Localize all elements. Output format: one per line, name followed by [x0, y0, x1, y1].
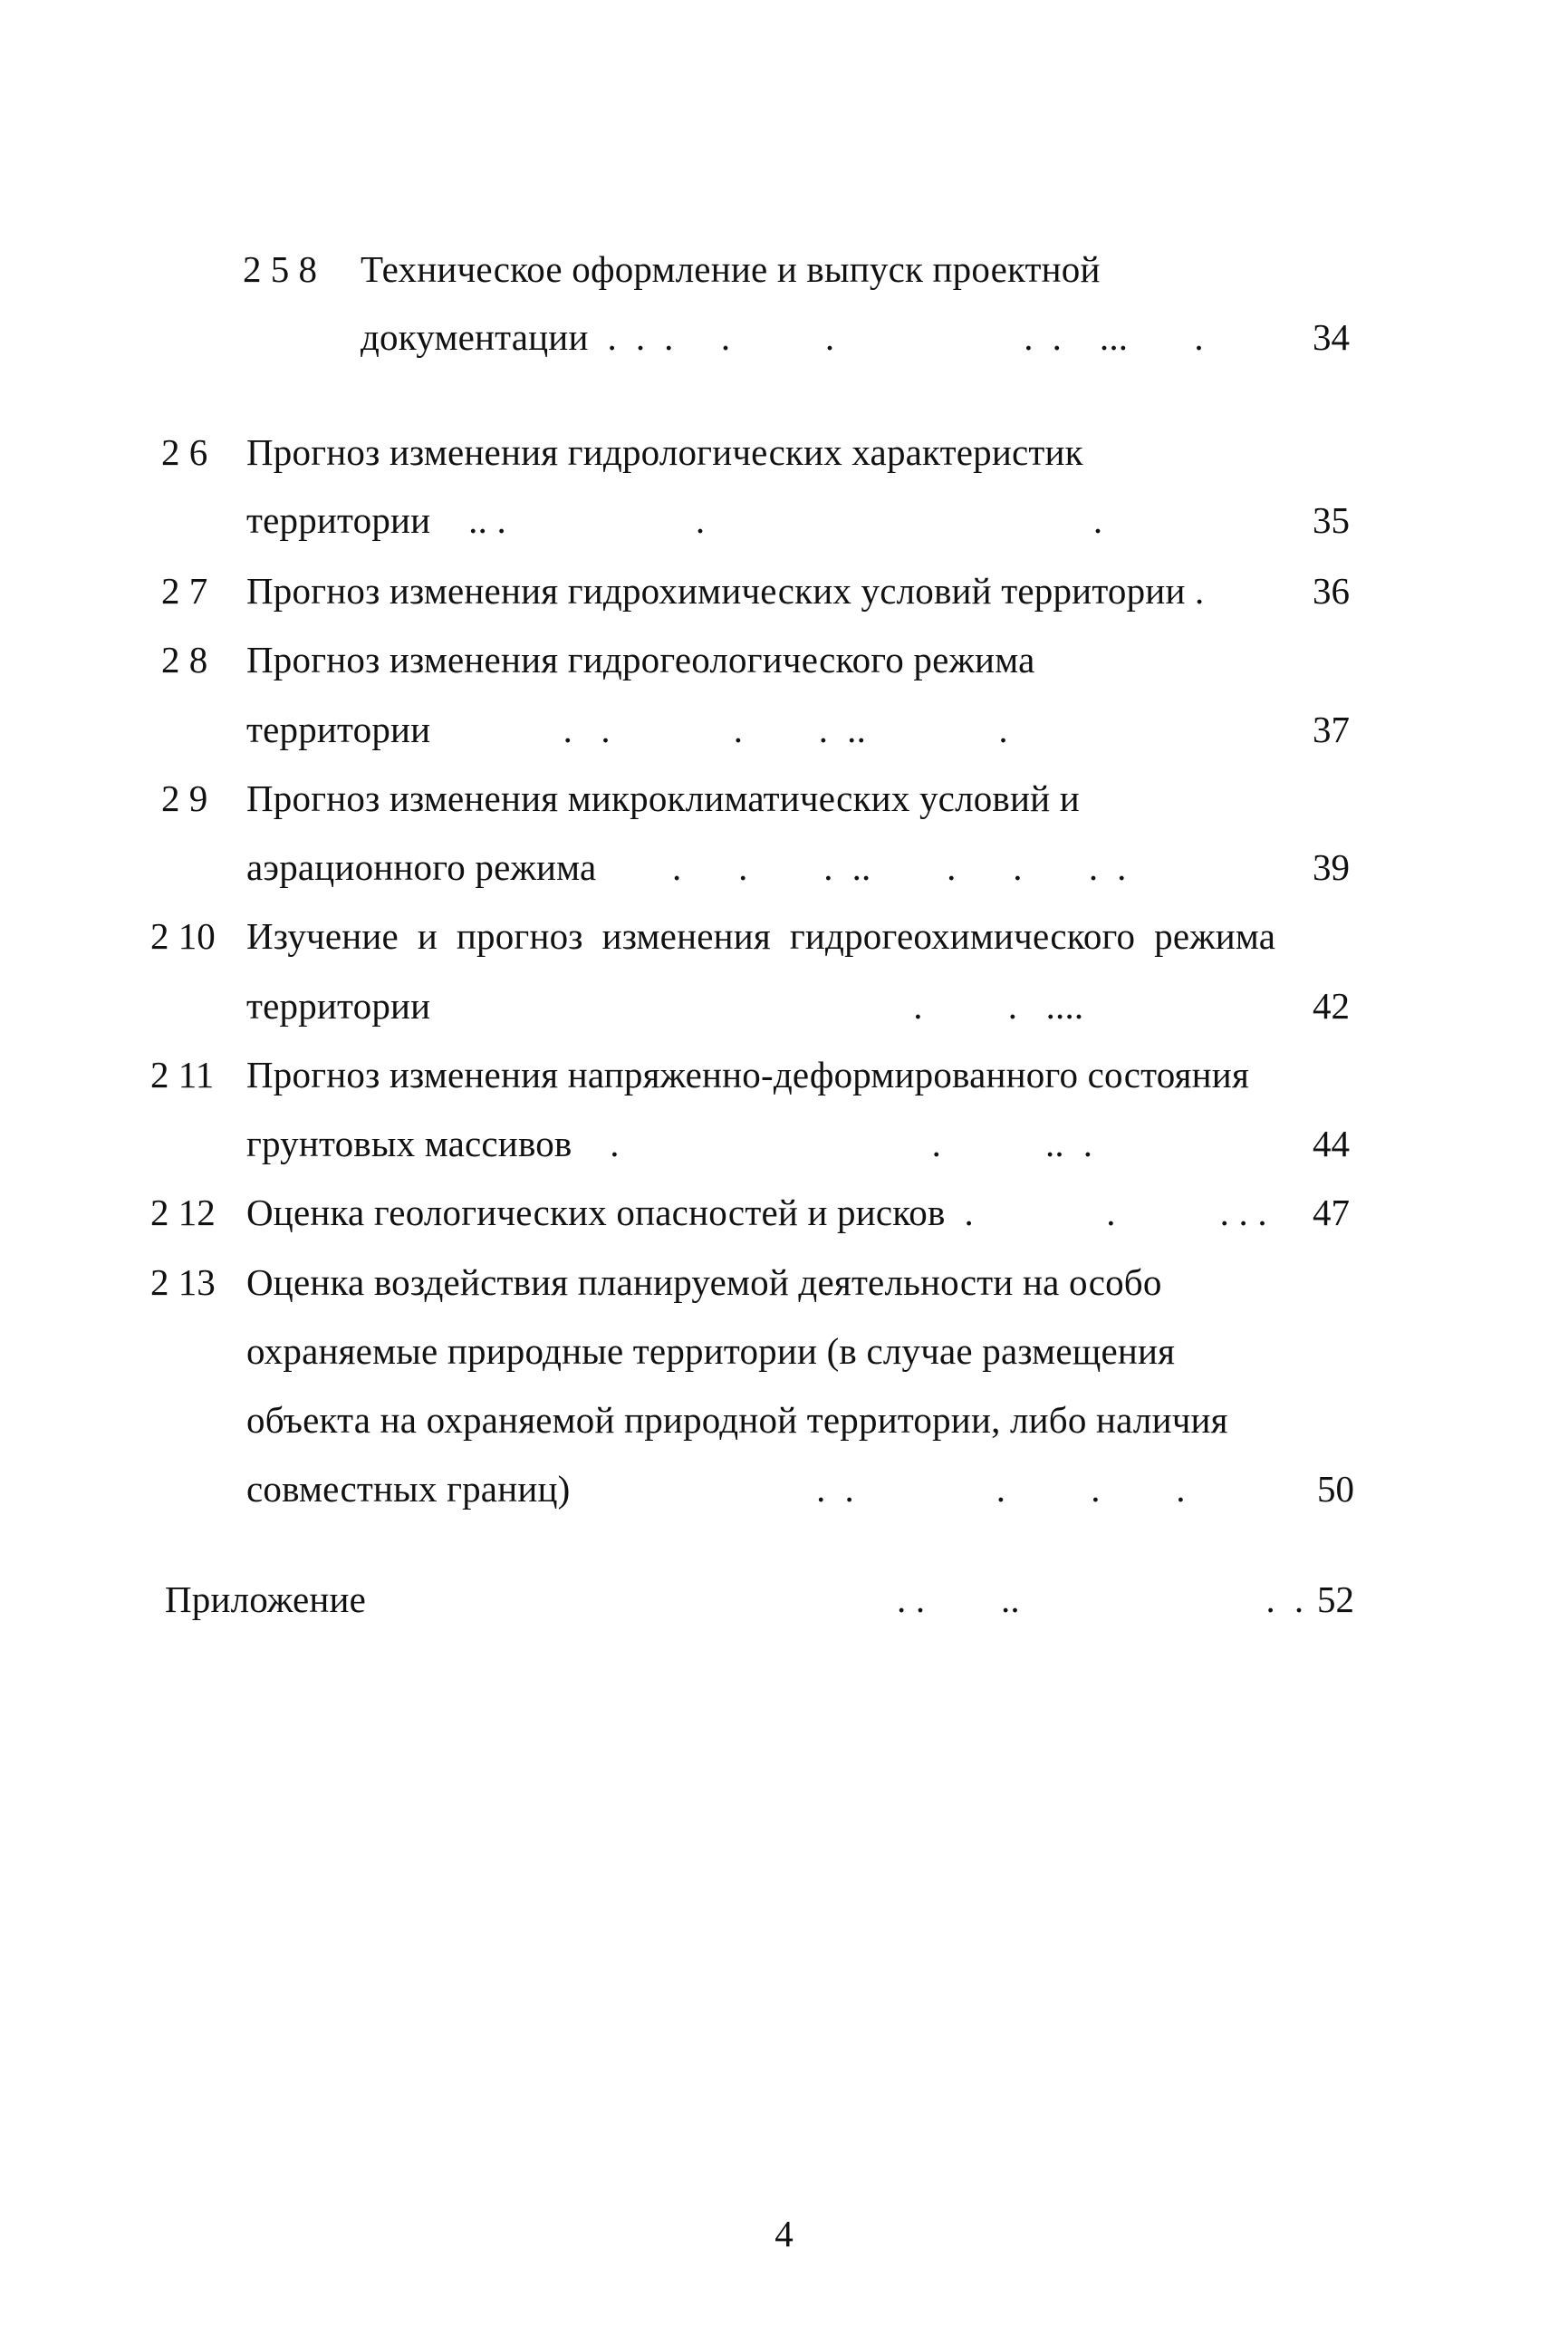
- toc-page-appendix: 52: [1317, 1578, 1354, 1620]
- toc-title-29-line2: аэрационного режима . . . .. . . . .: [246, 846, 1127, 888]
- toc-page-211: 44: [1313, 1123, 1350, 1164]
- toc-page-26: 35: [1313, 499, 1350, 541]
- toc-title-213-line4: совместных границ) . . . . .: [246, 1468, 1186, 1510]
- toc-title-213-line1: Оценка воздействия планируемой деятельности на особо: [246, 1261, 1162, 1303]
- toc-title-28-line1: Прогноз изменения гидрогеологического режима: [246, 639, 1035, 680]
- page-number: 4: [774, 2213, 794, 2254]
- toc-page-210: 42: [1313, 985, 1350, 1027]
- toc-title-258-line2: документации . . . . . . . ... .: [361, 316, 1204, 358]
- toc-number-213: 2 13: [150, 1261, 216, 1303]
- toc-page-29: 39: [1313, 846, 1350, 888]
- toc-number-258: 2 5 8: [243, 248, 317, 290]
- toc-title-213-line2: охраняемые природные территории (в случае размещения: [246, 1330, 1176, 1372]
- toc-title-212: Оценка геологических опасностей и рисков . . . . .: [246, 1192, 1267, 1233]
- toc-title-210-line1: Изучение и прогноз изменения гидрогеохимического режима: [246, 915, 1276, 957]
- toc-title-258-line1: Техническое оформление и выпуск проектной: [361, 248, 1101, 290]
- toc-title-211-line2: грунтовых массивов . . .. .: [246, 1123, 1093, 1164]
- toc-title-210-line2: территории . . ....: [246, 985, 1084, 1027]
- toc-number-28: 2 8: [161, 639, 208, 680]
- toc-appendix-dots: . . .. . .: [897, 1578, 1304, 1620]
- toc-page-213: 50: [1317, 1468, 1354, 1510]
- toc-page-258: 34: [1313, 316, 1350, 358]
- toc-page-27: 36: [1313, 570, 1350, 612]
- toc-page-28: 37: [1313, 709, 1350, 750]
- toc-appendix-label: Приложение: [165, 1578, 367, 1620]
- toc-title-213-line3: объекта на охраняемой природной территории, либо наличия: [246, 1399, 1228, 1441]
- toc-number-210: 2 10: [150, 915, 216, 957]
- toc-title-29-line1: Прогноз изменения микроклиматических условий и: [246, 777, 1080, 819]
- toc-number-27: 2 7: [161, 570, 208, 612]
- toc-title-28-line2: территории . . . . .. .: [246, 709, 1008, 750]
- toc-number-212: 2 12: [150, 1192, 216, 1233]
- toc-number-29: 2 9: [161, 777, 208, 819]
- toc-number-26: 2 6: [161, 431, 208, 473]
- toc-title-211-line1: Прогноз изменения напряженно-деформированного состояния: [246, 1054, 1250, 1095]
- toc-number-211: 2 11: [150, 1054, 215, 1095]
- toc-title-26-line2: территории .. . . .: [246, 499, 1103, 541]
- toc-title-26-line1: Прогноз изменения гидрологических характеристик: [246, 431, 1083, 473]
- toc-page-212: 47: [1313, 1192, 1350, 1233]
- toc-title-27: Прогноз изменения гидрохимических условий территории .: [246, 570, 1205, 612]
